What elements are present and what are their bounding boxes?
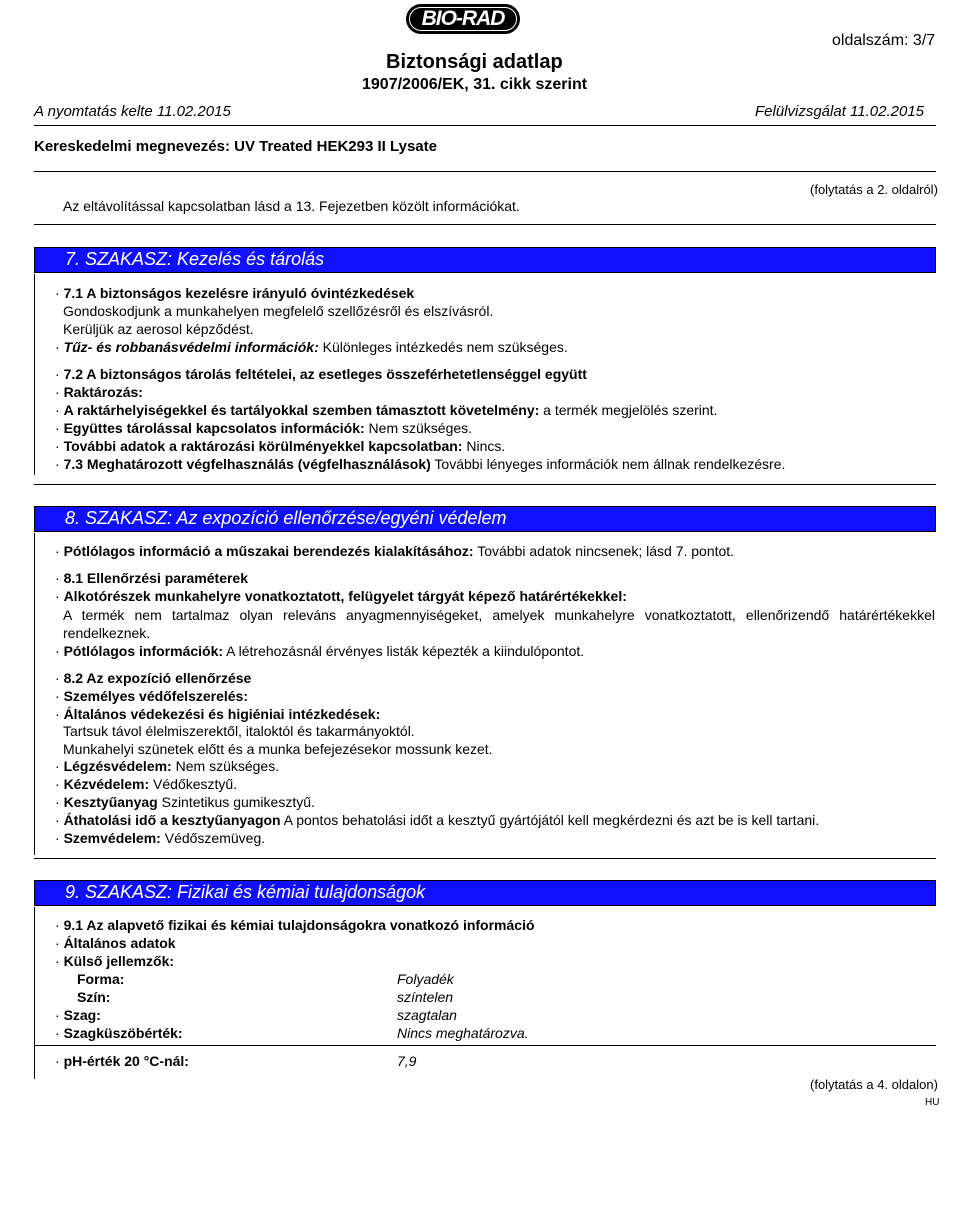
odor-label: · Szag: bbox=[55, 1007, 101, 1023]
ph-divider bbox=[34, 1045, 936, 1046]
eye-protection: · Szemvédelem: Védőszemüveg. bbox=[55, 830, 266, 846]
warehouse-req: · A raktárhelyiségekkel és tartályokkal szemben támasztott követelmény: a termék megjelölés szerint. bbox=[55, 402, 718, 418]
additional-info: · Pótlólagos információk: A létrehozásnál érvényes listák képezték a kiindulópontot. bbox=[55, 643, 585, 659]
further-storage: · További adatok a raktározási körülményekkel kapcsolatban: Nincs. bbox=[55, 438, 506, 454]
s82-heading: · 8.2 Az expozíció ellenőrzése bbox=[55, 670, 252, 686]
section-9-header bbox=[34, 880, 936, 906]
s81-heading: · 8.1 Ellenőrzési paraméterek bbox=[55, 570, 248, 586]
document-title: Biztonsági adatlap bbox=[386, 51, 563, 73]
s72-heading: · 7.2 A biztonságos tárolás feltételei, az esetleges összeférhetetlenséggel együtt bbox=[55, 366, 587, 382]
joint-storage: · Együttes tárolással kapcsolatos információk: Nem szükséges. bbox=[55, 420, 473, 436]
components-label: · Alkotórészek munkahelyre vonatkoztatott, felügyelet tárgyát képező határértékekkel: bbox=[55, 588, 627, 604]
trade-divider bbox=[34, 171, 936, 172]
ppe-label: · Személyes védőfelszerelés: bbox=[55, 688, 249, 704]
ph-value: 7,9 bbox=[397, 1053, 417, 1069]
section-8-bottom bbox=[34, 858, 936, 859]
glove-material: · Kesztyűanyag Szintetikus gumikesztyű. bbox=[55, 794, 315, 810]
fire-info: · Tűz- és robbanásvédelmi információk: Különleges intézkedés nem szükséges. bbox=[55, 339, 568, 355]
color-label: Szín: bbox=[77, 989, 111, 1005]
section-8-header bbox=[34, 506, 936, 532]
odor-threshold-value: Nincs meghatározva. bbox=[397, 1025, 529, 1041]
section-7-bottom bbox=[34, 484, 936, 485]
header-divider bbox=[34, 125, 936, 126]
section-8-border bbox=[34, 533, 35, 855]
hygiene-text-1: Tartsuk távol élelmiszerektől, italoktól és takarmányoktól. bbox=[63, 723, 415, 739]
hygiene-label: · Általános védekezési és higiéniai intézkedések: bbox=[55, 706, 381, 722]
ph-label: · pH-érték 20 °C-nál: bbox=[55, 1053, 189, 1069]
respiratory-protection: · Légzésvédelem: Nem szükséges. bbox=[55, 758, 280, 774]
document-subtitle: 1907/2006/EK, 31. cikk szerint bbox=[362, 76, 588, 93]
hand-protection: · Kézvédelem: Védőkesztyű. bbox=[55, 776, 238, 792]
continued-from: (folytatás a 2. oldalról) bbox=[810, 182, 938, 197]
components-text: A termék nem tartalmaz olyan releváns anyagmennyiségeket, amelyek munkahelyre vonatkoztatott, ellenőrizendő határértékekkel rendelkeznek. bbox=[63, 607, 935, 641]
color-value: színtelen bbox=[397, 989, 454, 1005]
section-9-title: 9. SZAKASZ: Fizikai és kémiai tulajdonságok bbox=[65, 882, 426, 902]
trade-name: Kereskedelmi megnevezés: UV Treated HEK293 II Lysate bbox=[34, 138, 437, 155]
s71-heading: · 7.1 A biztonságos kezelésre irányuló óvintézkedések bbox=[55, 285, 415, 301]
section-7-header bbox=[34, 247, 936, 273]
section-7-border bbox=[34, 274, 35, 475]
odor-threshold-label: · Szagküszöbérték: bbox=[55, 1025, 183, 1041]
storage-label: · Raktározás: bbox=[55, 384, 143, 400]
s91-heading: · 9.1 Az alapvető fizikai és kémiai tulajdonságokra vonatkozó információ bbox=[55, 917, 535, 933]
form-value: Folyadék bbox=[397, 971, 454, 987]
general-data: · Általános adatok bbox=[55, 935, 176, 951]
s71-text-1: Gondoskodjunk a munkahelyen megfelelő szellőzésről és elszívásról. bbox=[63, 303, 494, 319]
continued-to: (folytatás a 4. oldalon) bbox=[810, 1077, 938, 1092]
form-label: Forma: bbox=[77, 971, 125, 987]
section-9-border bbox=[34, 907, 35, 1079]
print-date: A nyomtatás kelte 11.02.2015 bbox=[34, 103, 231, 120]
bio-rad-logo: BIO-RAD bbox=[406, 4, 520, 34]
hygiene-text-2: Munkahelyi szünetek előtt és a munka befejezésekor mossunk kezet. bbox=[63, 741, 493, 757]
revision-date: Felülvizsgálat 11.02.2015 bbox=[755, 103, 924, 120]
page-number: oldalszám: 3/7 bbox=[832, 32, 936, 49]
appearance-label: · Külső jellemzők: bbox=[55, 953, 175, 969]
section-7-title: 7. SZAKASZ: Kezelés és tárolás bbox=[65, 249, 325, 269]
odor-value: szagtalan bbox=[397, 1007, 457, 1023]
disposal-divider bbox=[34, 224, 936, 225]
penetration-time: · Áthatolási idő a kesztyűanyagon A pontos behatolási időt a kesztyű gyártójától kell megkérdezni és azt be is kell tartani. bbox=[55, 812, 820, 828]
engineering-info: · Pótlólagos információ a műszakai berendezés kialakításához: További adatok nincsenek; lásd 7. pontot. bbox=[55, 543, 735, 559]
s71-text-2: Kerüljük az aerosol képződést. bbox=[63, 321, 254, 337]
section-8-title: 8. SZAKASZ: Az expozíció ellenőrzése/egyéni védelem bbox=[65, 508, 507, 528]
language-code: HU bbox=[925, 1097, 940, 1108]
s73-line: · 7.3 Meghatározott végfelhasználás (végfelhasználások) További lényeges információk nem állnak rendelkezésre. bbox=[55, 456, 786, 472]
disposal-note: Az eltávolítással kapcsolatban lásd a 13. Fejezetben közölt információkat. bbox=[63, 198, 520, 214]
